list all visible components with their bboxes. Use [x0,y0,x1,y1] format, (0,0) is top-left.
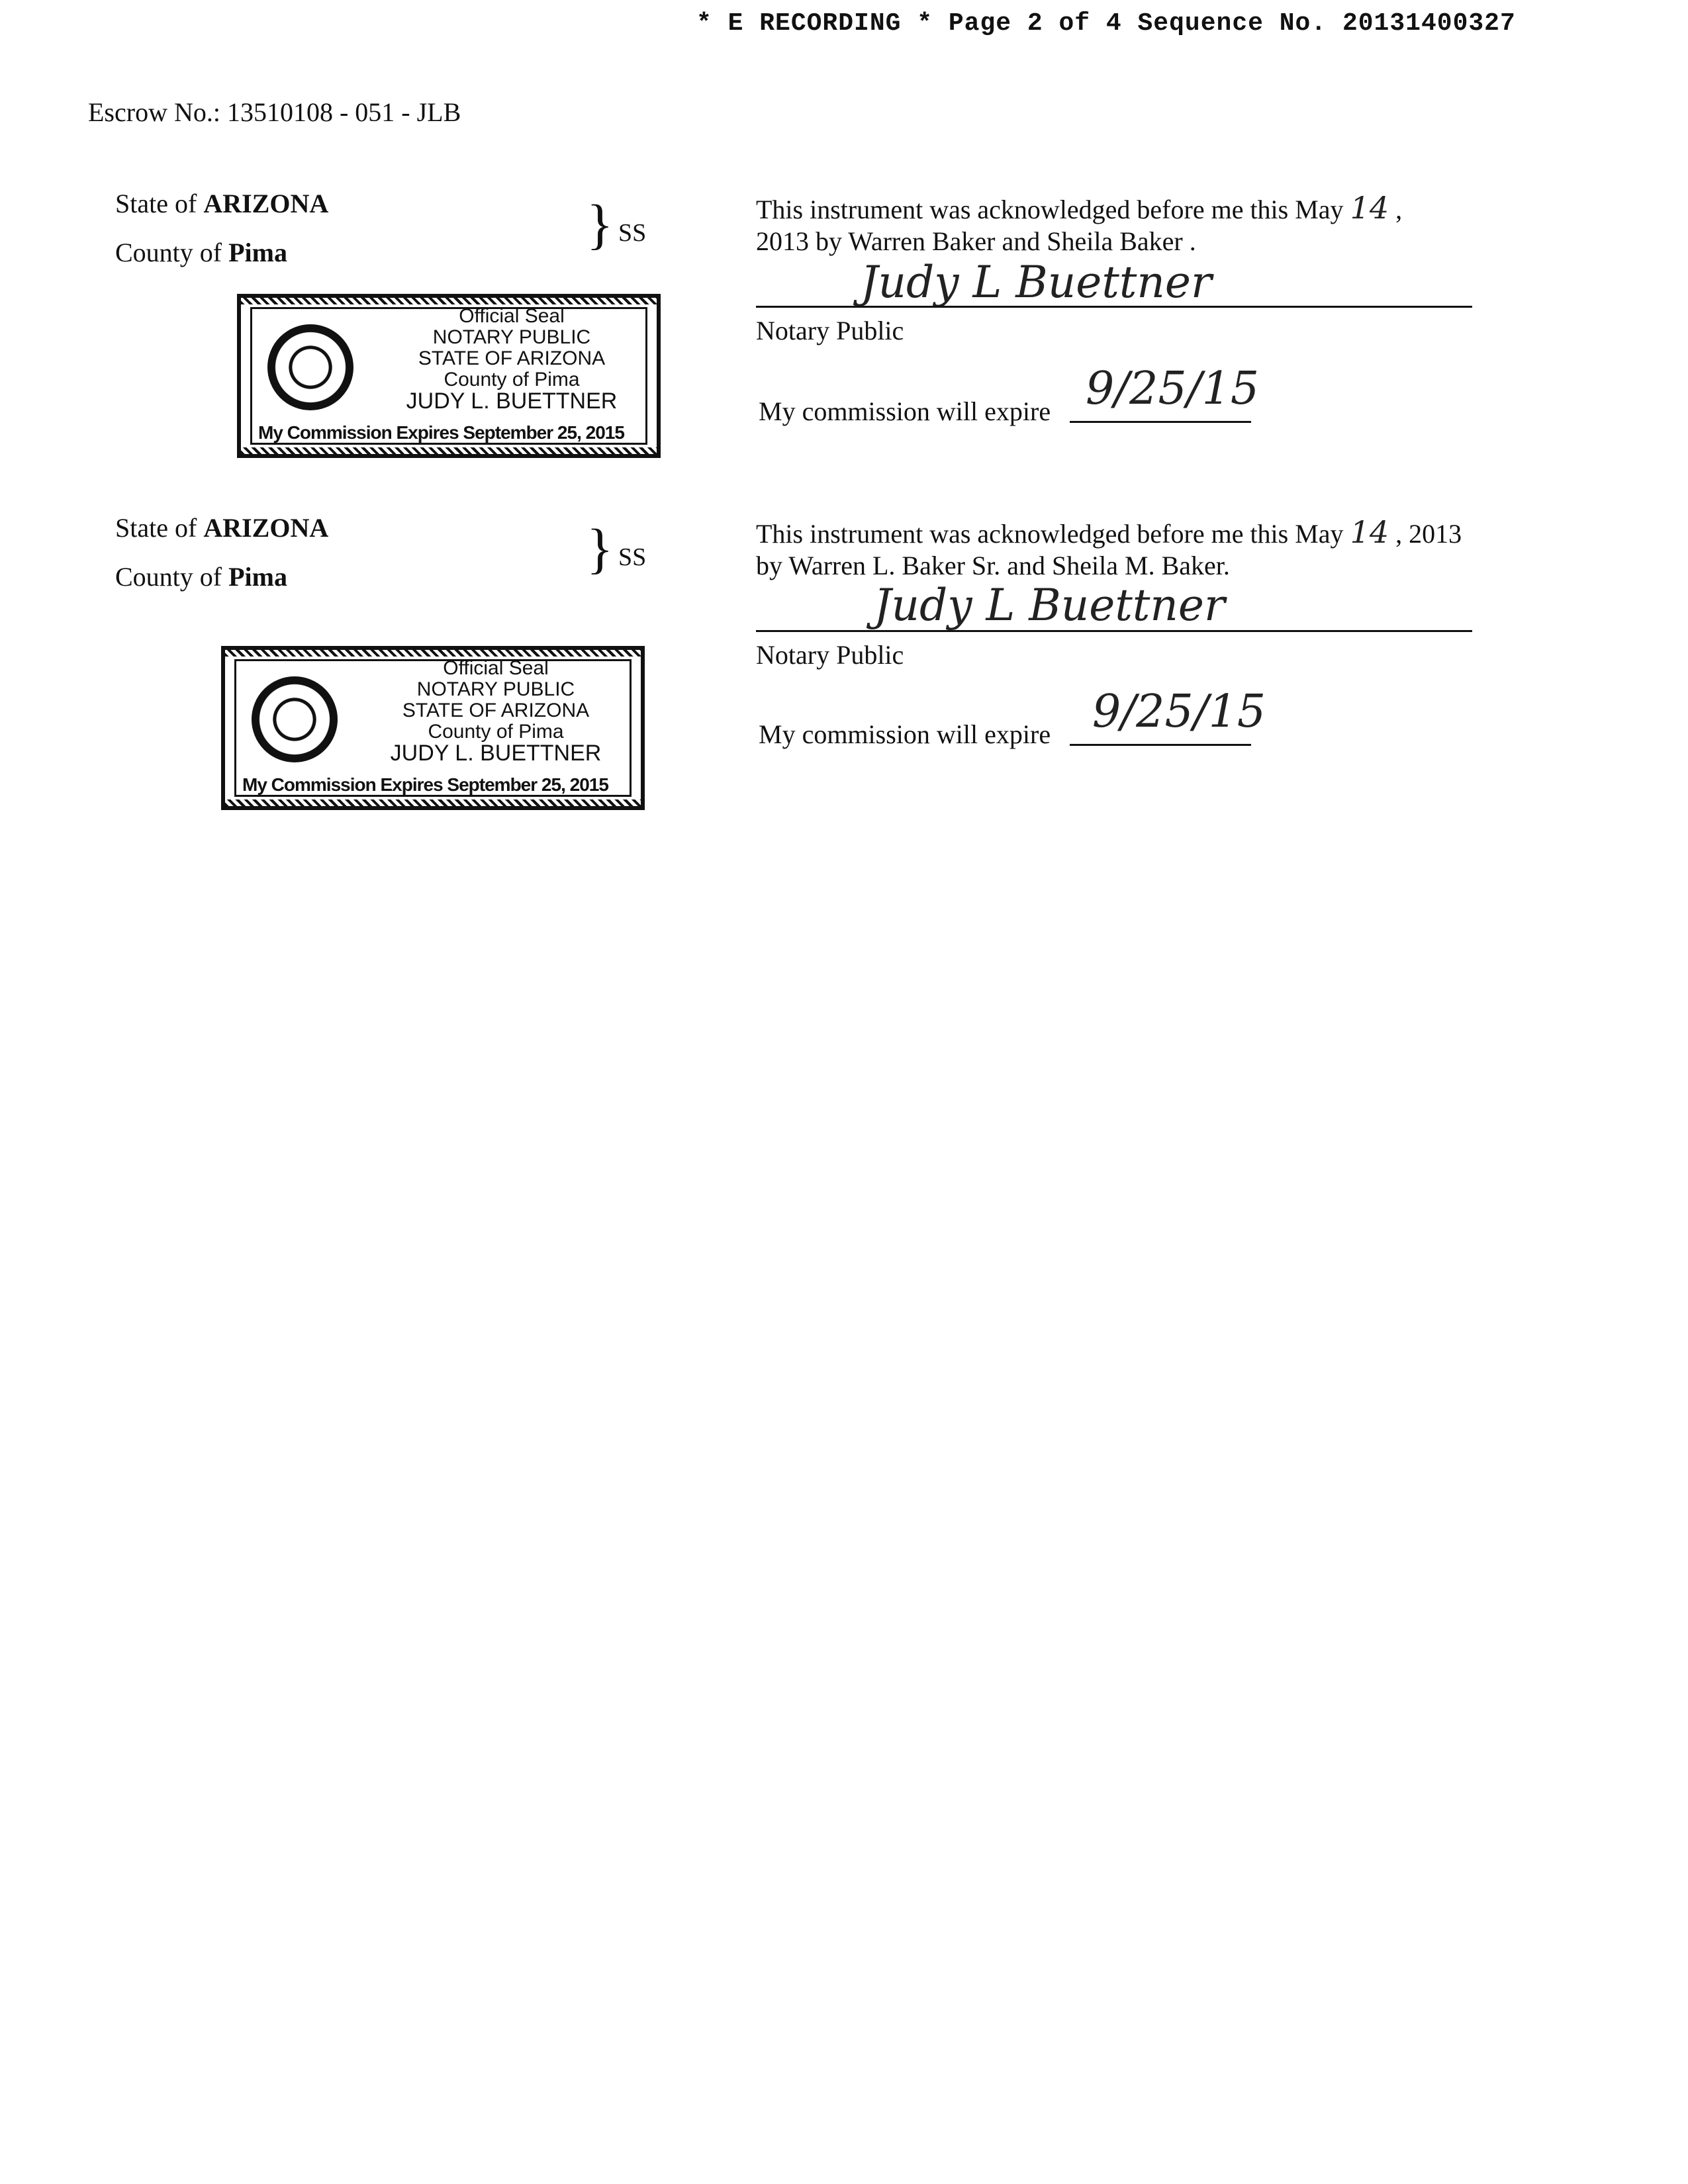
commission-date-2: 9/25/15 [1092,686,1266,738]
notary-signature-2: Judy L Buettner [874,580,1225,631]
brace-1: } [586,194,614,255]
county-line-2 [115,561,287,592]
seal-line-5: JUDY L. BUETTNER [390,741,602,766]
state-label: State of [115,513,197,543]
acknowledgment-1 [756,192,1402,257]
seal-line-6: My Commission Expires September 25, 2015 [242,774,608,795]
seal-line-6: My Commission Expires September 25, 2015 [258,422,624,443]
ss-2: SS [618,543,647,571]
county-line-1 [115,237,287,268]
handwritten-day: 14 [1350,190,1389,226]
seal-line-4: County of Pima [428,721,564,743]
signature-line-1 [756,306,1472,308]
seal-line-5: JUDY L. BUETTNER [406,388,618,414]
handwritten-day: 14 [1350,514,1389,550]
state-label: State of [115,189,197,218]
escrow-label: Escrow No.: [88,97,220,127]
arizona-seal-icon [267,324,353,410]
escrow-value: 13510108 - 051 - JLB [226,97,461,127]
seal-line-1: Official Seal [443,657,549,679]
commission-line-2 [1070,744,1251,746]
ss-1: SS [618,219,647,247]
seal-line-3: STATE OF ARIZONA [402,700,590,721]
escrow-number [88,97,461,128]
state-line-1 [115,188,328,219]
ack-line-1: This instrument was acknowledged before me this May 14 , [756,190,1403,226]
county-label: County of [115,238,222,267]
ack-line-2: by Warren L. Baker Sr. and Sheila M. Baker. [756,551,1230,580]
brace-2: } [586,518,614,580]
commission-label-1: My commission will expire [759,396,1051,426]
notary-seal-1 [237,294,661,458]
state-line-2 [115,512,328,543]
seal-line-2: NOTARY PUBLIC [416,678,575,700]
state-value: ARIZONA [203,189,329,218]
ack-line-2: 2013 by Warren Baker and Sheila Baker . [756,226,1196,256]
commission-date-1: 9/25/15 [1086,363,1260,415]
county-value: Pima [228,238,287,267]
seal-line-1: Official Seal [459,305,565,327]
county-value: Pima [228,562,287,592]
arizona-seal-icon [252,676,338,762]
county-label: County of [115,562,222,592]
seal-line-3: STATE OF ARIZONA [418,347,606,369]
seal-line-2: NOTARY PUBLIC [432,326,591,348]
ack-line-1: This instrument was acknowledged before me this May 14 , 2013 [756,514,1462,550]
acknowledgment-2 [756,516,1462,582]
notary-seal-2 [221,646,645,810]
signature-line-2 [756,630,1472,632]
commission-line-1 [1070,421,1251,423]
recording-header: * E RECORDING * Page 2 of 4 Sequence No. 20131400327 [696,9,1516,38]
notary-signature-1: Judy L Buettner [861,257,1212,308]
notary-public-label-2: Notary Public [756,640,904,670]
notary-public-label-1: Notary Public [756,316,904,345]
commission-label-2: My commission will expire [759,719,1051,749]
seal-line-4: County of Pima [444,369,580,390]
state-value: ARIZONA [203,513,329,543]
